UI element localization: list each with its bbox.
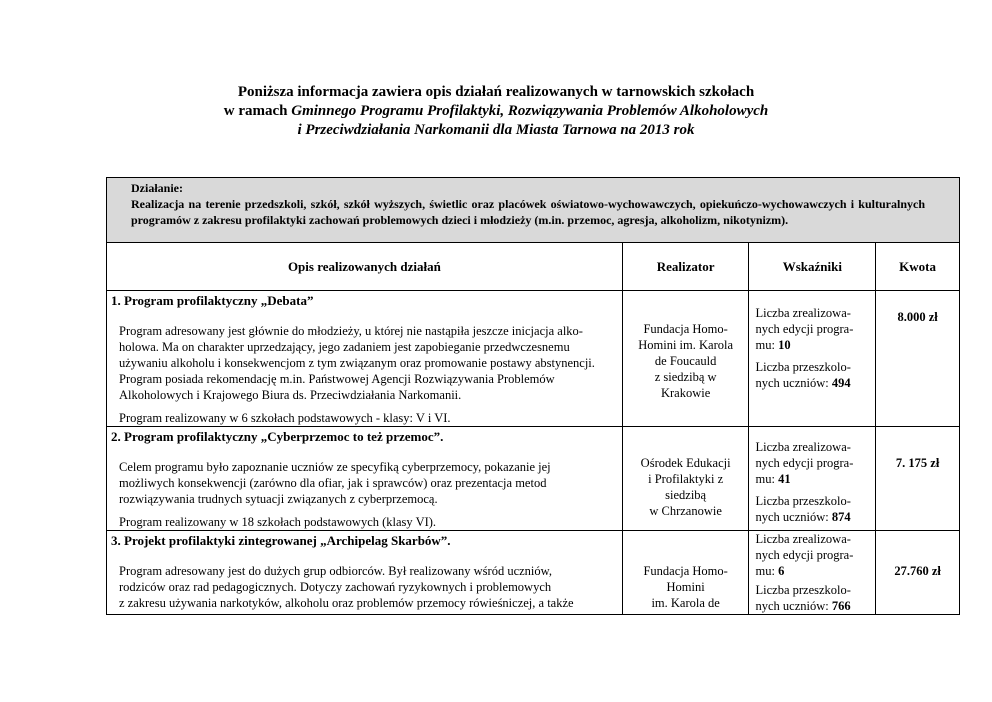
table-row: [107, 531, 959, 614]
students-value: 874: [831, 510, 851, 524]
header-amount: Kwota: [899, 258, 937, 274]
indicator-label: nych uczniów:: [755, 599, 832, 613]
realizator-line: im. Karola de: [651, 596, 720, 610]
program-description: [107, 563, 622, 611]
editions-value: 10: [778, 338, 791, 352]
action-text: Realizacja na terenie przedszkoli, szkół, szkół wyższych, świetlic oraz placówek oświatowo-wychowawczych, opiekuńczo-wychowawczych i kulturalnych programów z zakresu profilaktyki zachowań problemowych dzieci i młodzieży (m.in. przemoc, agresja, alkoholizm, nikotynizm).: [131, 197, 925, 227]
amount-cell: 7. 175 zł: [895, 456, 940, 470]
realizator-line: z siedzibą w: [654, 370, 717, 384]
program-table: [106, 177, 960, 615]
realizator-line: Homini: [666, 580, 705, 594]
program-title: 2. Program profilaktyczny „Cyberprzemoc to też przemoc”.: [111, 429, 444, 444]
program-title: 1. Program profilaktyczny „Debata”: [111, 293, 314, 308]
description-line: możliwych konsekwencji (zarówno dla ofiar, jak i sprawców) oraz prezentacja metod: [119, 476, 547, 490]
description-line: rozwiązywania trudnych sytuacji związanych z cyberprzemocą.: [119, 492, 438, 506]
indicator-line: [755, 509, 875, 525]
realizator-line: de Foucauld: [654, 354, 717, 368]
action-box: [107, 178, 959, 243]
indicator-line: [755, 337, 875, 353]
indicator-line: Liczba zrealizowa-: [755, 440, 851, 454]
realizator-line: w Chrzanowie: [649, 504, 722, 518]
indicator-line: [755, 375, 875, 391]
description-line: rodziców oraz rad pedagogicznych. Dotyczy zachowań ryzykownych i problemowych: [119, 580, 552, 594]
realizator-line: Ośrodek Edukacji: [640, 456, 731, 470]
indicators-cell: [749, 531, 876, 614]
program-description-cell: [107, 427, 623, 530]
title-line-3: [0, 121, 992, 140]
program-title: 3. Projekt profilaktyki zintegrowanej „Archipelag Skarbów”.: [111, 533, 451, 548]
indicator-line: nych edycji progra-: [755, 548, 854, 562]
program-description-cell: [107, 291, 623, 426]
program-description-cell: [107, 531, 623, 614]
indicators-cell: [749, 427, 876, 530]
indicator-line: Liczba przeszkolo-: [755, 583, 851, 597]
indicator-line: Liczba zrealizowa-: [755, 532, 851, 546]
indicator-label: nych uczniów:: [755, 376, 832, 390]
title-line-1: Poniższa informacja zawiera opis działań realizowanych w tarnowskich szkołach: [237, 84, 755, 100]
document-title: [0, 83, 992, 140]
realizator-line: siedzibą: [665, 488, 707, 502]
realizator-line: Krakowie: [660, 386, 711, 400]
description-line: Program posiada rekomendację m.in. Państwowej Agencji Rozwiązywania Problemów: [119, 372, 555, 386]
description-line: używaniu alkoholu i konsekwencjom z tym związanym oraz promowanie postawy abstynencji.: [119, 356, 595, 370]
amount-cell: 8.000 zł: [897, 310, 938, 324]
indicator-line: Liczba przeszkolo-: [755, 494, 851, 508]
action-label: Działanie:: [131, 181, 183, 195]
indicator-line: Liczba przeszkolo-: [755, 360, 851, 374]
indicator-label: mu:: [755, 564, 779, 578]
description-line: z zakresu używania narkotyków, alkoholu oraz problemów przemocy rówieśniczej, a także: [119, 596, 574, 610]
header-realizator: Realizator: [623, 243, 750, 290]
indicator-label: nych uczniów:: [755, 510, 832, 524]
program-description: [107, 459, 622, 507]
program-footer: Program realizowany w 6 szkołach podstawowych - klasy: V i VI.: [119, 411, 451, 425]
program-footer: Program realizowany w 18 szkołach podstawowych (klasy VI).: [119, 515, 437, 529]
description-line: holowa. Ma on charakter uprzedzający, jego zadaniem jest zapobieganie przedwczesnemu: [119, 340, 570, 354]
realizator-cell: [623, 427, 750, 530]
indicator-line: nych edycji progra-: [755, 456, 854, 470]
realizator-cell: [623, 291, 750, 426]
indicators-cell: [749, 291, 876, 426]
indicator-line: [755, 563, 875, 579]
indicator-line: Liczba zrealizowa-: [755, 306, 851, 320]
description-line: Program adresowany jest do dużych grup odbiorców. Był realizowany wśród uczniów,: [119, 564, 552, 578]
title-line-2-prefix: w ramach: [223, 103, 292, 119]
realizator-line: i Profilaktyki z: [648, 472, 724, 486]
description-line: Alkoholowych i Krajowego Biura ds. Przeciwdziałania Narkomanii.: [119, 388, 462, 402]
title-line-2: [0, 102, 992, 121]
editions-value: 41: [778, 472, 791, 486]
title-line-3-italic: i Przeciwdziałania Narkomanii dla Miasta Tarnowa na 2013 rok: [297, 122, 695, 138]
header-description: Opis realizowanych działań: [107, 243, 623, 290]
students-value: 766: [831, 599, 851, 613]
realizator-line: Fundacja Homo-: [643, 564, 728, 578]
table-header-row: [107, 243, 959, 291]
table-row: [107, 291, 959, 427]
students-value: 494: [831, 376, 851, 390]
realizator-line: Fundacja Homo-: [643, 322, 728, 336]
realizator-line: Homini im. Karola: [638, 338, 734, 352]
amount-cell: 27.760 zł: [894, 564, 941, 578]
realizator-cell: [623, 531, 750, 614]
title-line-2-italic: Gminnego Programu Profilaktyki, Rozwiązywania Problemów Alkoholowych: [291, 103, 769, 119]
indicator-line: [755, 471, 875, 487]
indicator-line: [755, 598, 875, 614]
indicator-line: nych edycji progra-: [755, 322, 854, 336]
editions-value: 6: [778, 564, 785, 578]
description-line: Celem programu było zapoznanie uczniów ze specyfiką cyberprzemocy, pokazanie jej: [119, 460, 551, 474]
program-description: [107, 323, 622, 403]
header-indicators: Wskaźniki: [749, 243, 876, 290]
indicator-label: mu:: [755, 472, 779, 486]
table-row: [107, 427, 959, 531]
description-line: Program adresowany jest głównie do młodzieży, u której nie nastąpiła jeszcze inicjacja alko-: [119, 324, 583, 338]
indicator-label: mu:: [755, 338, 779, 352]
